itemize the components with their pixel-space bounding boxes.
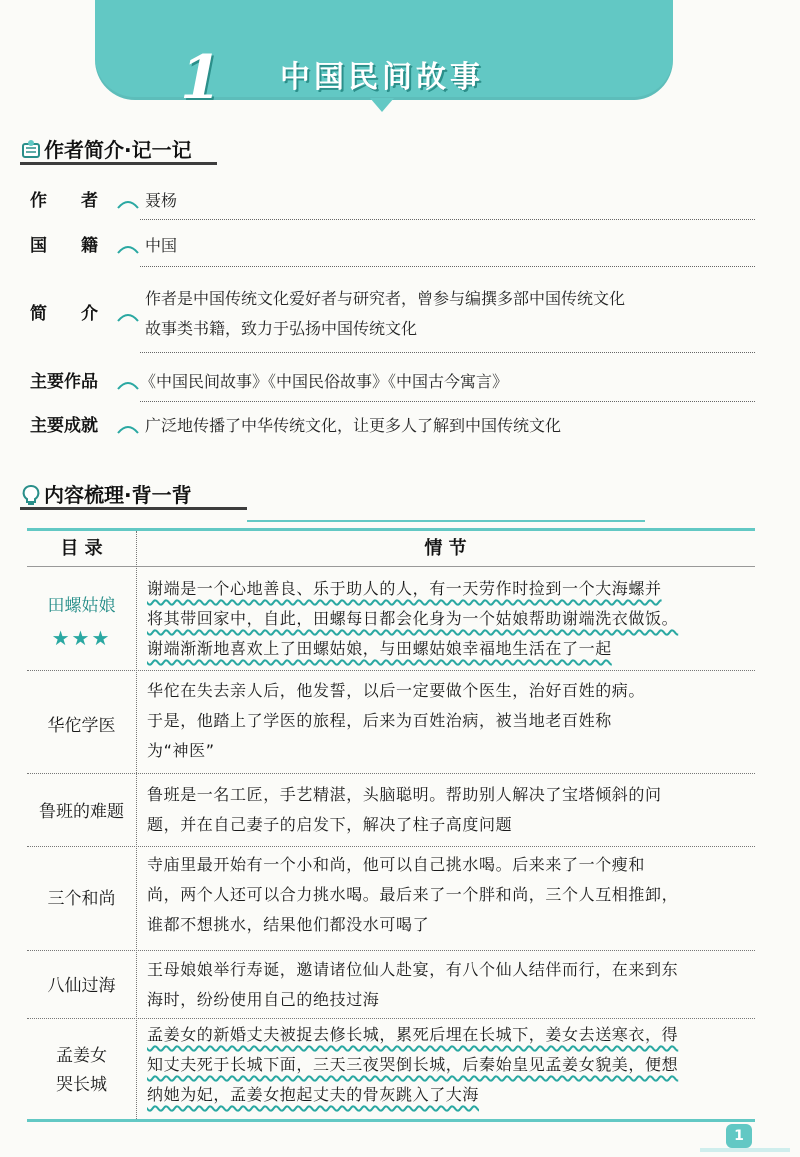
lesson-title: 中国民间故事 bbox=[280, 60, 484, 95]
author-section-title: 作者简介·记一记 bbox=[44, 138, 192, 162]
plot-line: 知丈夫死于长城下面，三天三夜哭倒长城，后秦始皇见孟姜女貌美，便想 bbox=[147, 1055, 679, 1074]
arc-icon bbox=[116, 198, 140, 210]
nationality-label: 国 籍 bbox=[30, 236, 98, 256]
row-divider bbox=[27, 670, 755, 671]
arc-icon bbox=[116, 243, 140, 255]
author-section-underline bbox=[20, 162, 217, 165]
lightbulb-icon bbox=[20, 484, 42, 506]
arc-icon bbox=[116, 311, 140, 323]
intro-line: 作者是中国传统文化爱好者与研究者，曾参与编撰多部中国传统文化 bbox=[145, 289, 626, 308]
row-divider bbox=[140, 352, 755, 353]
achievement-label: 主要成就 bbox=[30, 416, 98, 436]
story-title: 田螺姑娘 bbox=[47, 596, 116, 616]
row-divider bbox=[27, 950, 755, 951]
story-title-line: 孟姜女 bbox=[56, 1046, 107, 1066]
story-plot bbox=[147, 676, 747, 766]
content-section-title: 内容梳理·背一背 bbox=[44, 483, 192, 507]
author-value: 聂杨 bbox=[145, 191, 178, 210]
story-title: 华佗学医 bbox=[47, 716, 116, 736]
banner-notch bbox=[370, 98, 394, 112]
row-divider bbox=[27, 846, 755, 847]
intro-label: 简 介 bbox=[30, 304, 98, 324]
row-divider bbox=[140, 266, 755, 267]
achievement-value: 广泛地传播了中华传统文化，让更多人了解到中国传统文化 bbox=[145, 416, 562, 435]
story-title-line: 哭长城 bbox=[56, 1075, 107, 1095]
content-section-heading bbox=[20, 481, 192, 509]
arc-icon bbox=[116, 423, 140, 435]
plot-line: 寺庙里最开始有一个小和尚，他可以自己挑水喝。后来来了一个瘦和 bbox=[147, 855, 646, 874]
plot-line: 谁都不想挑水，结果他们都没水可喝了 bbox=[147, 915, 430, 934]
page-number: 1 bbox=[726, 1124, 752, 1148]
plot-line: 题，并在自己妻子的启发下，解决了柱子高度问题 bbox=[147, 815, 513, 834]
plot-line: 纳她为妃，孟姜女抱起丈夫的骨灰跳入了大海 bbox=[147, 1085, 480, 1104]
story-plot bbox=[147, 1020, 747, 1110]
story-plot bbox=[147, 850, 747, 940]
story-plot bbox=[147, 780, 747, 840]
star-rating: ★★★ bbox=[51, 626, 112, 650]
row-divider bbox=[27, 1018, 755, 1019]
plot-line: 为“神医” bbox=[147, 741, 215, 760]
content-section-underline bbox=[20, 507, 247, 510]
story-plot bbox=[147, 574, 747, 664]
table-bottom-border bbox=[27, 1119, 755, 1122]
story-title: 八仙过海 bbox=[47, 976, 116, 996]
author-section-heading bbox=[20, 136, 192, 164]
intro-value bbox=[145, 284, 625, 344]
column-header-catalog: 目 录 bbox=[60, 538, 103, 559]
content-section-accent-line bbox=[247, 520, 645, 522]
plot-line: 王母娘娘举行寿诞，邀请诸位仙人赴宴，有八个仙人结伴而行，在来到东 bbox=[147, 960, 679, 979]
column-header-plot: 情 节 bbox=[424, 538, 467, 559]
intro-line: 故事类书籍，致力于弘扬中国传统文化 bbox=[145, 319, 418, 338]
plot-line: 华佗在失去亲人后，他发誓，以后一定要做个医生，治好百姓的病。 bbox=[147, 681, 646, 700]
footer-bar bbox=[700, 1148, 790, 1152]
row-divider bbox=[140, 219, 755, 220]
lesson-number: 1 bbox=[180, 43, 222, 113]
row-divider bbox=[140, 401, 755, 402]
works-value: 《中国民间故事》《中国民俗故事》《中国古今寓言》 bbox=[140, 372, 509, 391]
plot-line: 海时，纷纷使用自己的绝技过海 bbox=[147, 990, 380, 1009]
plot-line: 于是，他踏上了学医的旅程，后来为百姓治病，被当地老百姓称 bbox=[147, 711, 612, 730]
book-icon bbox=[20, 139, 42, 161]
author-label: 作 者 bbox=[30, 191, 98, 211]
plot-line: 谢端渐渐地喜欢上了田螺姑娘，与田螺姑娘幸福地生活在了一起 bbox=[147, 639, 612, 658]
story-plot bbox=[147, 955, 747, 1015]
column-divider bbox=[136, 531, 137, 1121]
nationality-value: 中国 bbox=[145, 236, 178, 255]
arc-icon bbox=[116, 379, 140, 391]
works-label: 主要作品 bbox=[30, 372, 98, 392]
plot-line: 鲁班是一名工匠，手艺精湛，头脑聪明。帮助别人解决了宝塔倾斜的问 bbox=[147, 785, 662, 804]
plot-line: 将其带回家中，自此，田螺每日都会化身为一个姑娘帮助谢端洗衣做饭。 bbox=[147, 609, 679, 628]
story-title: 三个和尚 bbox=[47, 889, 116, 909]
plot-line: 尚，两个人还可以合力挑水喝。最后来了一个胖和尚，三个人互相推卸， bbox=[147, 885, 679, 904]
story-title: 鲁班的难题 bbox=[39, 802, 124, 822]
row-divider bbox=[27, 773, 755, 774]
plot-line: 孟姜女的新婚丈夫被捉去修长城，累死后埋在长城下，姜女去送寒衣，得 bbox=[147, 1025, 679, 1044]
plot-line: 谢端是一个心地善良、乐于助人的人，有一天劳作时捡到一个大海螺并 bbox=[147, 579, 662, 598]
